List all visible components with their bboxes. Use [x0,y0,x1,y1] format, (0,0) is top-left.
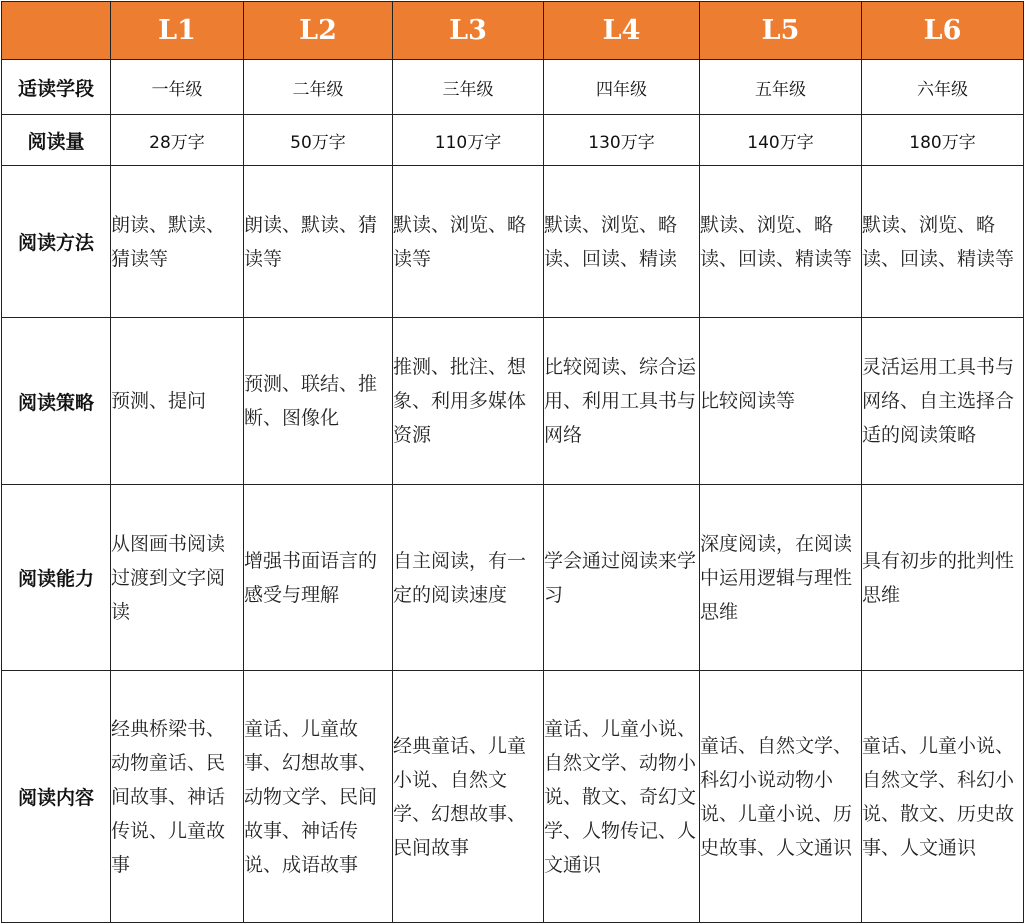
amount-cell: 110万字 [393,115,544,166]
grade-cell: 二年级 [244,60,393,115]
level-header: L4 [544,2,700,60]
strategy-cell: 比较阅读等 [700,318,862,485]
content-cell: 童话、儿童小说、自然文学、动物小说、散文、奇幻文学、人物传记、人文通识 [544,671,700,923]
method-cell: 朗读、默读、猜读等 [111,166,244,318]
amount-cell: 130万字 [544,115,700,166]
method-row [2,166,1024,318]
amount-cell: 140万字 [700,115,862,166]
ability-row [2,485,1024,671]
method-cell: 朗读、默读、猜读等 [244,166,393,318]
ability-cell: 自主阅读，有一定的阅读速度 [393,485,544,671]
content-cell: 经典童话、儿童小说、自然文学、幻想故事、民间故事 [393,671,544,923]
corner-cell [2,2,111,60]
row-label: 阅读量 [2,115,111,166]
content-cell: 童话、自然文学、科幻小说动物小说、儿童小说、历史故事、人文通识 [700,671,862,923]
grade-cell: 四年级 [544,60,700,115]
row-label: 阅读策略 [2,318,111,485]
method-cell: 默读、浏览、略读等 [393,166,544,318]
method-cell: 默读、浏览、略读、回读、精读 [544,166,700,318]
ability-cell: 具有初步的批判性思维 [862,485,1024,671]
reading-level-table [1,1,1024,923]
row-label: 阅读方法 [2,166,111,318]
grade-cell: 一年级 [111,60,244,115]
amount-row [2,115,1024,166]
strategy-cell: 预测、提问 [111,318,244,485]
content-cell: 童话、儿童小说、自然文学、科幻小说、散文、历史故事、人文通识 [862,671,1024,923]
strategy-cell: 预测、联结、推断、图像化 [244,318,393,485]
method-cell: 默读、浏览、略读、回读、精读等 [862,166,1024,318]
level-header: L2 [244,2,393,60]
content-cell: 经典桥梁书、动物童话、民间故事、神话传说、儿童故事 [111,671,244,923]
amount-cell: 180万字 [862,115,1024,166]
row-label: 适读学段 [2,60,111,115]
level-header: L5 [700,2,862,60]
strategy-cell: 推测、批注、想象、利用多媒体资源 [393,318,544,485]
strategy-cell: 灵活运用工具书与网络、自主选择合适的阅读策略 [862,318,1024,485]
grade-cell: 六年级 [862,60,1024,115]
grade-cell: 五年级 [700,60,862,115]
level-header: L3 [393,2,544,60]
content-row [2,671,1024,923]
grade-row [2,60,1024,115]
level-header: L1 [111,2,244,60]
amount-cell: 50万字 [244,115,393,166]
ability-cell: 深度阅读，在阅读中运用逻辑与理性思维 [700,485,862,671]
ability-cell: 增强书面语言的感受与理解 [244,485,393,671]
level-header-row [2,2,1024,60]
method-cell: 默读、浏览、略读、回读、精读等 [700,166,862,318]
ability-cell: 学会通过阅读来学习 [544,485,700,671]
grade-cell: 三年级 [393,60,544,115]
row-label: 阅读内容 [2,671,111,923]
strategy-row [2,318,1024,485]
amount-cell: 28万字 [111,115,244,166]
ability-cell: 从图画书阅读过渡到文字阅读 [111,485,244,671]
content-cell: 童话、儿童故事、幻想故事、动物文学、民间故事、神话传说、成语故事 [244,671,393,923]
level-header: L6 [862,2,1024,60]
strategy-cell: 比较阅读、综合运用、利用工具书与网络 [544,318,700,485]
row-label: 阅读能力 [2,485,111,671]
